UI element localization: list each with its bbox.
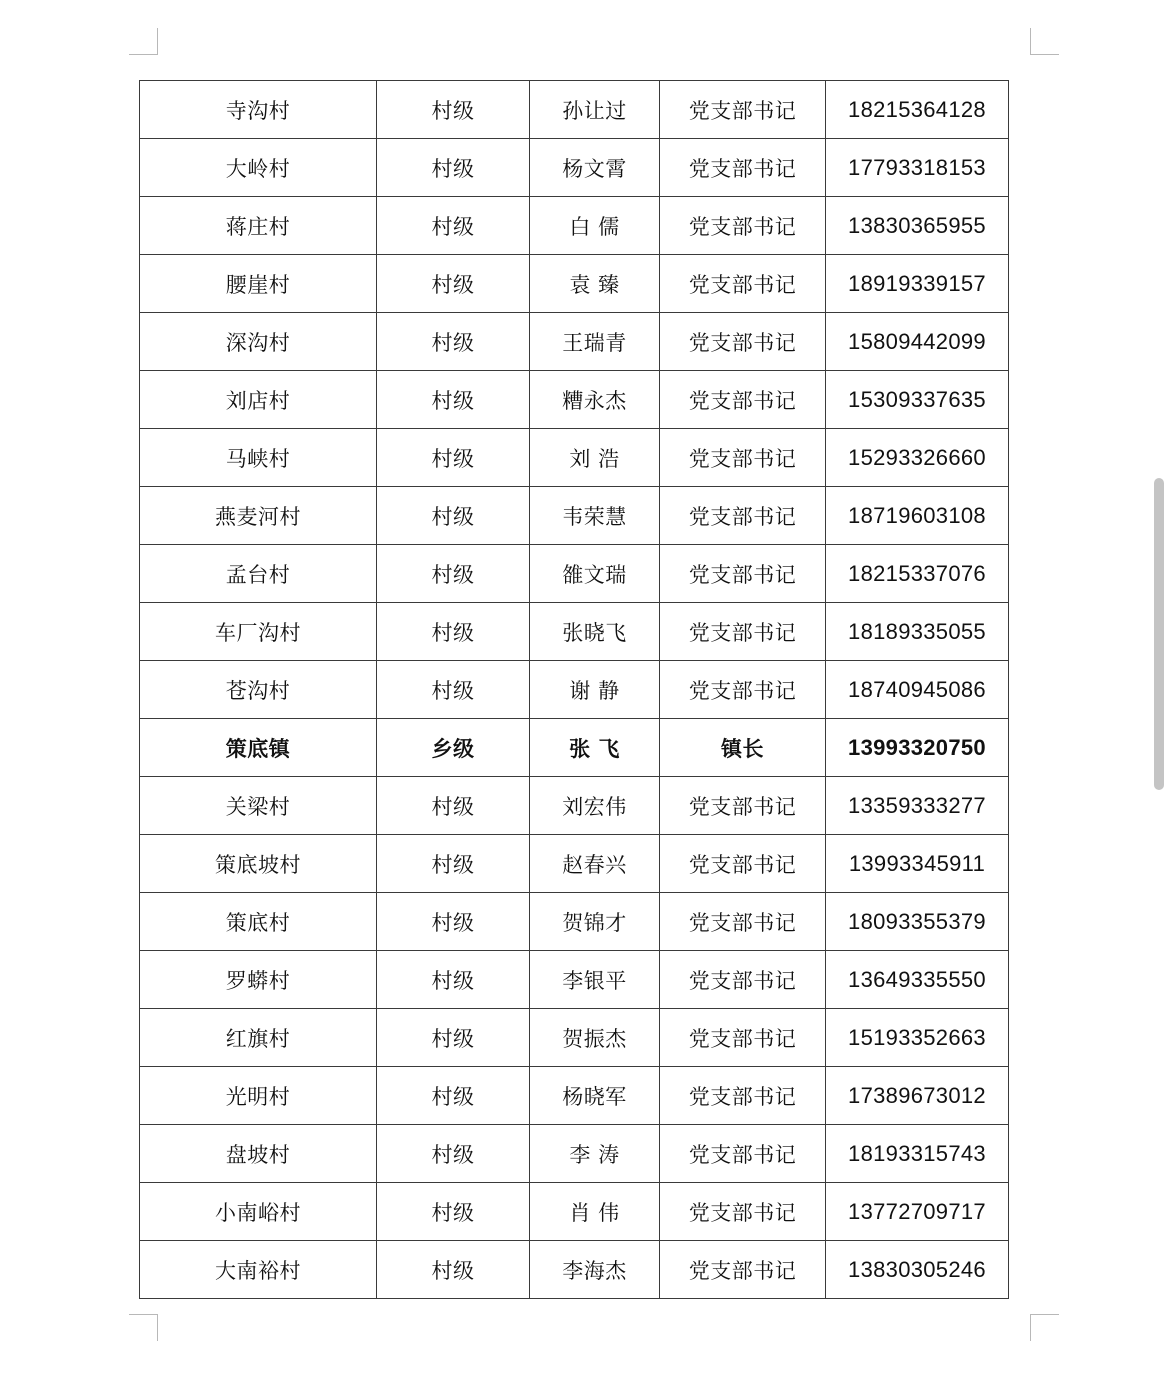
cell-name: 孙让过 [530, 81, 660, 139]
cell-phone: 15193352663 [826, 1009, 1009, 1067]
cell-name: 韦荣慧 [530, 487, 660, 545]
cell-level: 村级 [377, 139, 530, 197]
cell-name: 张 飞 [530, 719, 660, 777]
cell-place: 孟台村 [140, 545, 377, 603]
cell-place: 红旗村 [140, 1009, 377, 1067]
cell-title: 党支部书记 [660, 603, 826, 661]
table-row [140, 1125, 1009, 1183]
cell-name: 肖 伟 [530, 1183, 660, 1241]
cell-phone: 13830305246 [826, 1241, 1009, 1299]
cell-phone: 17389673012 [826, 1067, 1009, 1125]
cell-level: 村级 [377, 313, 530, 371]
cell-level: 村级 [377, 1183, 530, 1241]
cell-name: 谢 静 [530, 661, 660, 719]
cell-name: 李 涛 [530, 1125, 660, 1183]
table-row [140, 255, 1009, 313]
table-row [140, 835, 1009, 893]
cell-level: 村级 [377, 1067, 530, 1125]
cell-name: 糟永杰 [530, 371, 660, 429]
cell-name: 刘宏伟 [530, 777, 660, 835]
cell-place: 关梁村 [140, 777, 377, 835]
cell-name: 杨晓军 [530, 1067, 660, 1125]
cell-title: 党支部书记 [660, 139, 826, 197]
cell-place: 车厂沟村 [140, 603, 377, 661]
margin-marker-bottom-right [1030, 1314, 1059, 1341]
cell-level: 村级 [377, 603, 530, 661]
table-row [140, 603, 1009, 661]
cell-phone: 18215364128 [826, 81, 1009, 139]
cell-phone: 13830365955 [826, 197, 1009, 255]
table-row [140, 1183, 1009, 1241]
cell-level: 乡级 [377, 719, 530, 777]
cell-name: 袁 臻 [530, 255, 660, 313]
cell-phone: 13993345911 [826, 835, 1009, 893]
cell-phone: 18740945086 [826, 661, 1009, 719]
table-row [140, 1009, 1009, 1067]
cell-phone: 13649335550 [826, 951, 1009, 1009]
cell-place: 深沟村 [140, 313, 377, 371]
cell-name: 李海杰 [530, 1241, 660, 1299]
cell-title: 党支部书记 [660, 487, 826, 545]
cell-place: 苍沟村 [140, 661, 377, 719]
cell-title: 党支部书记 [660, 197, 826, 255]
cell-phone: 18215337076 [826, 545, 1009, 603]
cell-name: 李银平 [530, 951, 660, 1009]
cell-title: 党支部书记 [660, 835, 826, 893]
cell-title: 党支部书记 [660, 429, 826, 487]
cell-title: 党支部书记 [660, 545, 826, 603]
cell-name: 雒文瑞 [530, 545, 660, 603]
cell-place: 小南峪村 [140, 1183, 377, 1241]
cell-title: 党支部书记 [660, 313, 826, 371]
cell-place: 策底村 [140, 893, 377, 951]
table-row [140, 313, 1009, 371]
cell-place: 策底坡村 [140, 835, 377, 893]
cell-title: 党支部书记 [660, 1241, 826, 1299]
cell-phone: 18919339157 [826, 255, 1009, 313]
cell-level: 村级 [377, 893, 530, 951]
cell-title: 党支部书记 [660, 81, 826, 139]
contact-table-body [140, 81, 1009, 1299]
cell-phone: 18193315743 [826, 1125, 1009, 1183]
cell-level: 村级 [377, 777, 530, 835]
margin-marker-bottom-left [129, 1314, 158, 1341]
cell-place: 光明村 [140, 1067, 377, 1125]
table-row [140, 139, 1009, 197]
cell-place: 大南裕村 [140, 1241, 377, 1299]
cell-name: 刘 浩 [530, 429, 660, 487]
cell-name: 贺振杰 [530, 1009, 660, 1067]
cell-phone: 18189335055 [826, 603, 1009, 661]
cell-title: 党支部书记 [660, 893, 826, 951]
cell-level: 村级 [377, 487, 530, 545]
cell-place: 刘店村 [140, 371, 377, 429]
cell-title: 党支部书记 [660, 661, 826, 719]
cell-name: 赵春兴 [530, 835, 660, 893]
table-row [140, 1241, 1009, 1299]
cell-title: 党支部书记 [660, 1067, 826, 1125]
cell-phone: 18093355379 [826, 893, 1009, 951]
cell-title: 党支部书记 [660, 1183, 826, 1241]
cell-title: 党支部书记 [660, 255, 826, 313]
cell-level: 村级 [377, 835, 530, 893]
cell-level: 村级 [377, 1009, 530, 1067]
cell-phone: 18719603108 [826, 487, 1009, 545]
cell-title: 党支部书记 [660, 1125, 826, 1183]
margin-marker-top-left [129, 28, 158, 55]
cell-phone: 15293326660 [826, 429, 1009, 487]
margin-marker-top-right [1030, 28, 1059, 55]
table-row [140, 719, 1009, 777]
contact-table [139, 80, 1009, 1299]
vertical-scrollbar[interactable] [1154, 478, 1164, 790]
cell-place: 寺沟村 [140, 81, 377, 139]
cell-title: 党支部书记 [660, 1009, 826, 1067]
cell-place: 腰崖村 [140, 255, 377, 313]
cell-level: 村级 [377, 661, 530, 719]
table-row [140, 81, 1009, 139]
table-row [140, 197, 1009, 255]
cell-name: 张晓飞 [530, 603, 660, 661]
cell-phone: 13359333277 [826, 777, 1009, 835]
cell-phone: 15309337635 [826, 371, 1009, 429]
cell-phone: 13993320750 [826, 719, 1009, 777]
cell-level: 村级 [377, 255, 530, 313]
cell-name: 贺锦才 [530, 893, 660, 951]
cell-name: 杨文霄 [530, 139, 660, 197]
cell-phone: 13772709717 [826, 1183, 1009, 1241]
table-row [140, 429, 1009, 487]
table-row [140, 893, 1009, 951]
table-row [140, 545, 1009, 603]
cell-level: 村级 [377, 429, 530, 487]
table-row [140, 1067, 1009, 1125]
table-row [140, 777, 1009, 835]
cell-place: 蒋庄村 [140, 197, 377, 255]
cell-title: 镇长 [660, 719, 826, 777]
cell-phone: 15809442099 [826, 313, 1009, 371]
cell-name: 王瑞青 [530, 313, 660, 371]
cell-phone: 17793318153 [826, 139, 1009, 197]
cell-place: 罗蟒村 [140, 951, 377, 1009]
cell-level: 村级 [377, 81, 530, 139]
cell-level: 村级 [377, 371, 530, 429]
cell-place: 策底镇 [140, 719, 377, 777]
table-row [140, 371, 1009, 429]
cell-level: 村级 [377, 545, 530, 603]
cell-place: 盘坡村 [140, 1125, 377, 1183]
table-row [140, 487, 1009, 545]
cell-level: 村级 [377, 951, 530, 1009]
cell-title: 党支部书记 [660, 777, 826, 835]
cell-place: 大岭村 [140, 139, 377, 197]
cell-level: 村级 [377, 1241, 530, 1299]
cell-place: 燕麦河村 [140, 487, 377, 545]
table-row [140, 951, 1009, 1009]
cell-place: 马峡村 [140, 429, 377, 487]
cell-title: 党支部书记 [660, 371, 826, 429]
cell-title: 党支部书记 [660, 951, 826, 1009]
cell-name: 白 儒 [530, 197, 660, 255]
cell-level: 村级 [377, 1125, 530, 1183]
cell-level: 村级 [377, 197, 530, 255]
table-row [140, 661, 1009, 719]
